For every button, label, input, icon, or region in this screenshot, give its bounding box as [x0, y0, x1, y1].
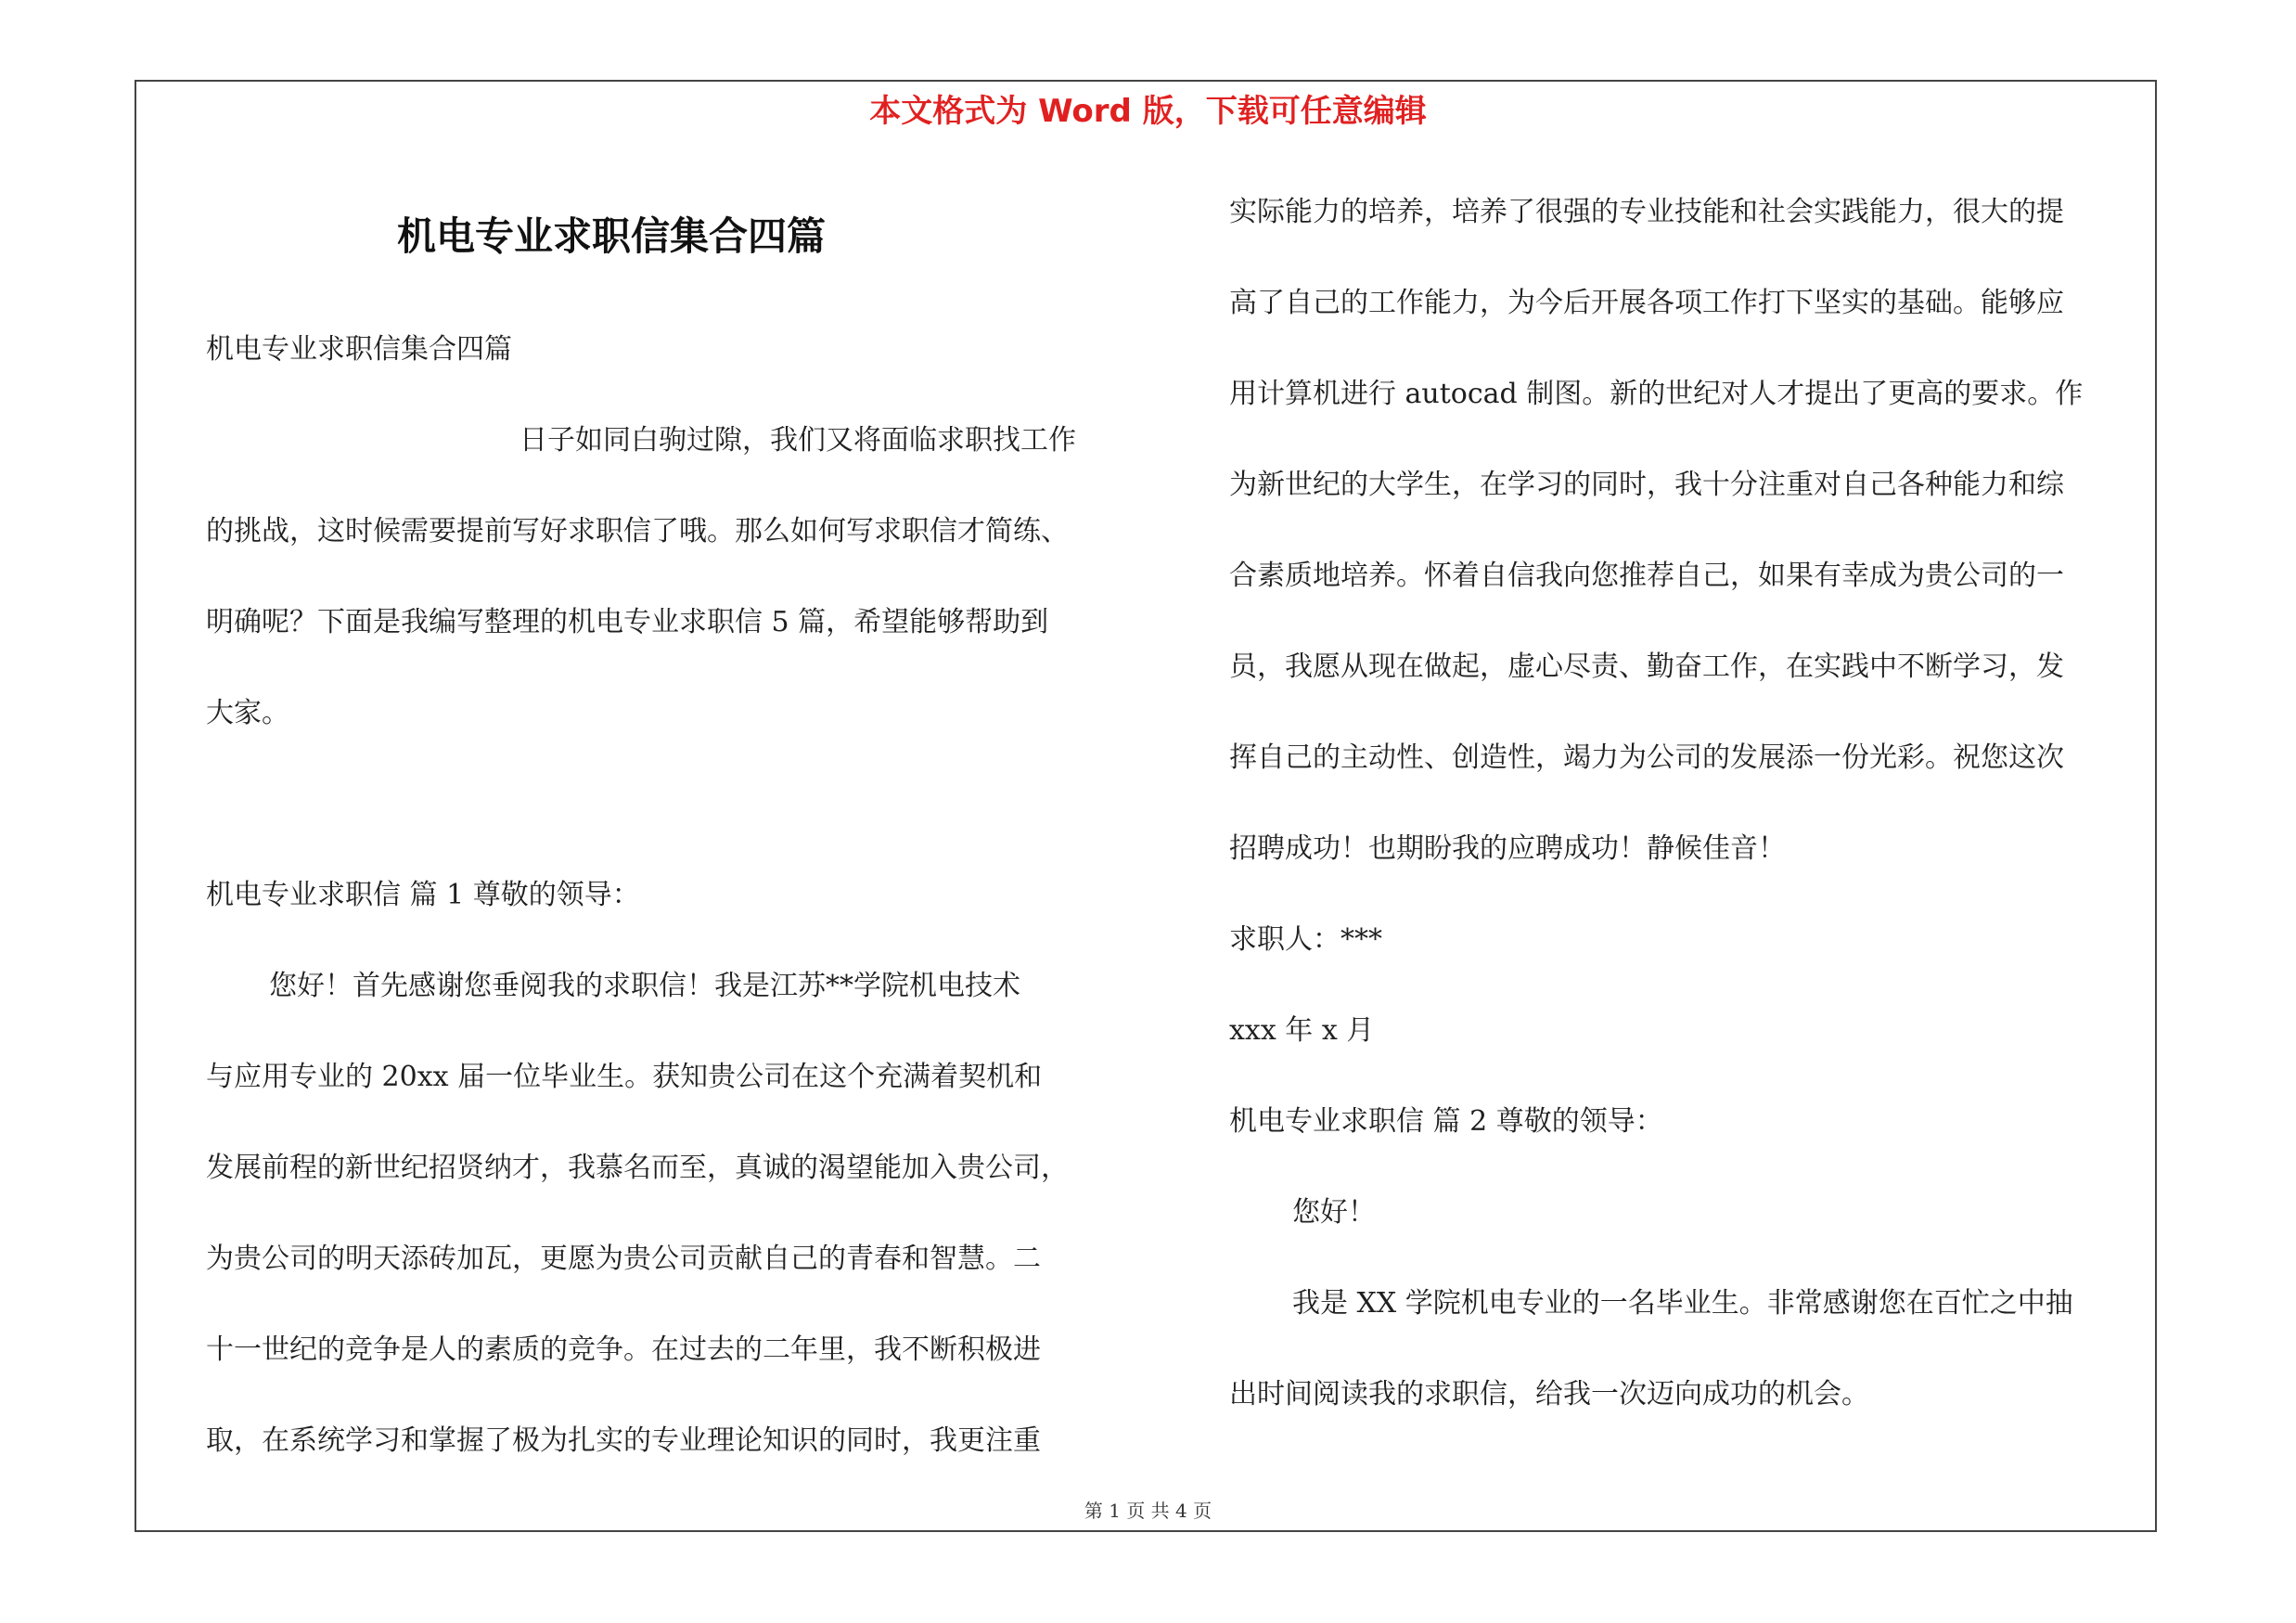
- text-line: 高了自己的工作能力，为今后开展各项工作打下坚实的基础。能够应: [1229, 287, 2064, 319]
- text-line: 我是 XX 学院机电专业的一名毕业生。非常感谢您在百忙之中抽: [1292, 1287, 2073, 1320]
- text-line: xxx 年 x 月: [1229, 1014, 1375, 1047]
- text-line: 求职人：***: [1229, 923, 1382, 956]
- text-line: 出时间阅读我的求职信，给我一次迈向成功的机会。: [1229, 1378, 1869, 1410]
- text-line: 的挑战，这时候需要提前写好求职信了哦。那么如何写求职信才简练、: [206, 515, 1069, 547]
- text-line: 机电专业求职信 篇 1 尊敬的领导：: [206, 879, 640, 911]
- document-title: 机电专业求职信集合四篇: [397, 213, 827, 259]
- text-line: 您好！首先感谢您垂阅我的求职信！我是江苏**学院机电技术: [269, 970, 1020, 1002]
- text-line: 挥自己的主动性、创造性，竭力为公司的发展添一份光彩。祝您这次: [1229, 741, 2064, 774]
- text-line: 您好！: [1292, 1196, 1376, 1229]
- text-line: 与应用专业的 20xx 届一位毕业生。获知贵公司在这个充满着契机和: [206, 1061, 1043, 1093]
- text-line: 为贵公司的明天添砖加瓦，更愿为贵公司贡献自己的青春和智慧。二: [206, 1243, 1041, 1275]
- text-line: 机电专业求职信集合四篇: [206, 333, 512, 366]
- text-line: 发展前程的新世纪招贤纳才，我慕名而至，真诚的渴望能加入贵公司，: [206, 1152, 1069, 1184]
- text-line: 取，在系统学习和掌握了极为扎实的专业理论知识的同时，我更注重: [206, 1424, 1041, 1457]
- text-line: 明确呢？下面是我编写整理的机电专业求职信 5 篇，希望能够帮助到: [206, 606, 1049, 638]
- text-line: 合素质地培养。怀着自信我向您推荐自己，如果有幸成为贵公司的一: [1229, 560, 2064, 592]
- text-line: 用计算机进行 autocad 制图。新的世纪对人才提出了更高的要求。作: [1229, 378, 2084, 410]
- text-line: 机电专业求职信 篇 2 尊敬的领导：: [1229, 1105, 1663, 1138]
- text-line: 实际能力的培养，培养了很强的专业技能和社会实践能力，很大的提: [1229, 196, 2064, 228]
- text-line: 员，我愿从现在做起，虚心尽责、勤奋工作，在实践中不断学习，发: [1229, 650, 2064, 683]
- text-line: 招聘成功！也期盼我的应聘成功！静候佳音！: [1229, 832, 1786, 865]
- text-line: 大家。: [206, 697, 289, 729]
- format-banner: 本文格式为 Word 版，下载可任意编辑: [869, 93, 1427, 130]
- text-line: 日子如同白驹过隙，我们又将面临求职找工作: [519, 424, 1076, 457]
- text-line: 为新世纪的大学生，在学习的同时，我十分注重对自己各种能力和综: [1229, 469, 2064, 501]
- page-number-footer: 第 1 页 共 4 页: [1084, 1500, 1212, 1522]
- text-line: 十一世纪的竞争是人的素质的竞争。在过去的二年里，我不断积极进: [206, 1333, 1041, 1366]
